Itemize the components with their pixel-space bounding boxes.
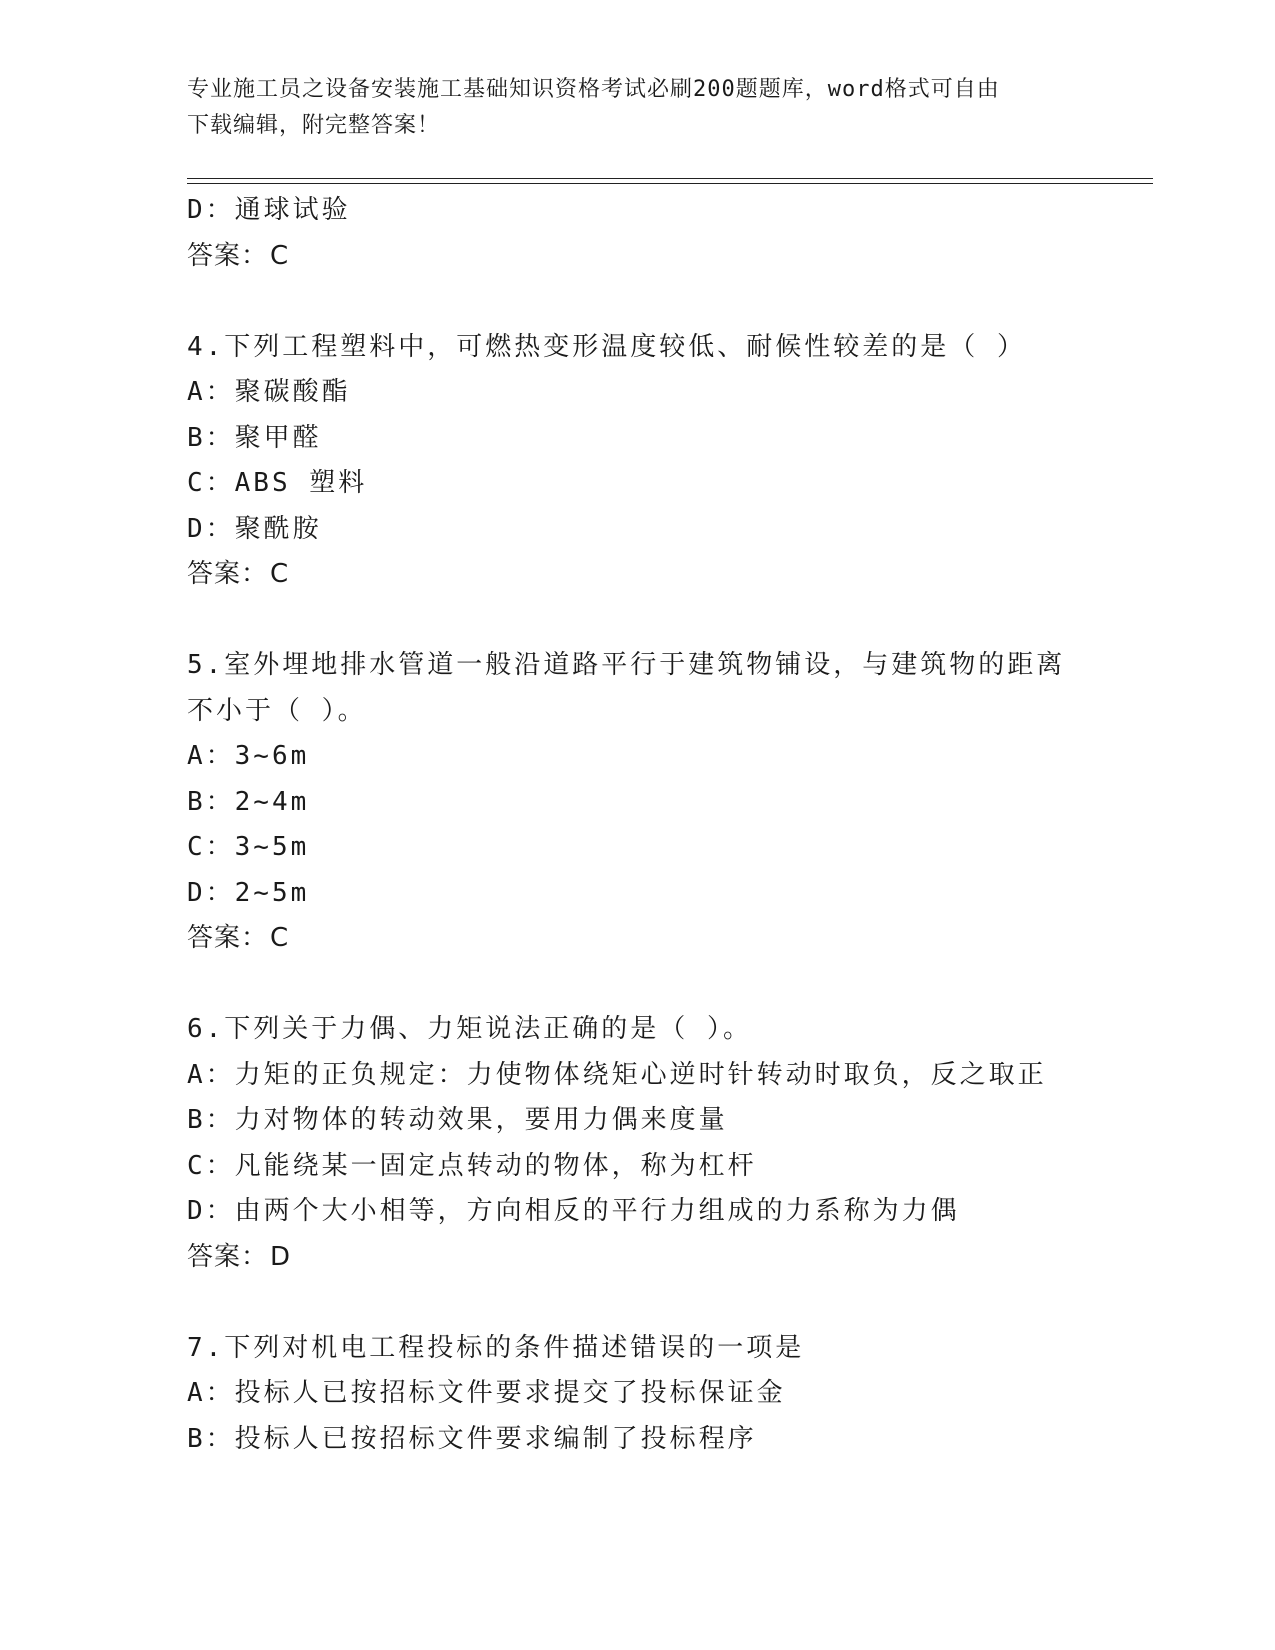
q4-option-b: B：聚甲醛 — [187, 422, 322, 453]
question-list — [187, 188, 1147, 1462]
q6-option-d: D：由两个大小相等，方向相反的平行力组成的力系称为力偶 — [187, 1196, 960, 1226]
q3-answer-value: C — [270, 240, 290, 271]
q4-answer — [187, 552, 1147, 598]
q6-answer — [187, 1235, 1147, 1281]
q6-question: 6.下列关于力偶、力矩说法正确的是（ ）。 — [187, 1014, 752, 1044]
q5-answer — [187, 916, 1147, 962]
header-divider-bottom — [187, 183, 1153, 184]
q3-answer-label: 答案： — [187, 240, 269, 271]
q6-answer-value: D — [270, 1241, 292, 1272]
q5-answer-label: 答案： — [187, 923, 269, 953]
header-line-2: 下载编辑，附完整答案！ — [187, 113, 441, 138]
spacer — [187, 279, 1147, 325]
header-line-1: 专业施工员之设备安装施工基础知识资格考试必刷200题题库，word格式可自由 — [187, 77, 1000, 102]
spacer — [187, 1280, 1147, 1326]
q6-option-b: B：力对物体的转动效果，要用力偶来度量 — [187, 1105, 728, 1135]
q7-option-a: A：投标人已按招标文件要求提交了投标保证金 — [187, 1378, 786, 1408]
q6-option-c: C：凡能绕某一固定点转动的物体，称为杠杆 — [187, 1150, 757, 1181]
q5-option-d: D：2~5m — [187, 877, 310, 908]
q6-answer-label: 答案： — [187, 1241, 269, 1272]
spacer — [187, 962, 1147, 1008]
header-divider-top — [187, 178, 1153, 179]
q5-question-line-1: 5.室外埋地排水管道一般沿道路平行于建筑物铺设，与建筑物的距离 — [187, 650, 1066, 680]
q4-option-d: D：聚酰胺 — [187, 513, 322, 544]
q5-answer-value: C — [270, 923, 290, 953]
spacer — [187, 598, 1147, 644]
q5-option-b: B：2~4m — [187, 786, 310, 817]
q4-answer-value: C — [270, 559, 290, 589]
q7-option-b: B：投标人已按招标文件要求编制了投标程序 — [187, 1423, 757, 1454]
q4-question: 4.下列工程塑料中，可燃热变形温度较低、耐候性较差的是（ ） — [187, 331, 1026, 362]
q6-option-a: A：力矩的正负规定：力使物体绕矩心逆时针转动时取负，反之取正 — [187, 1059, 1047, 1090]
q5-option-a: A：3~6m — [187, 741, 310, 771]
q7-question: 7.下列对机电工程投标的条件描述错误的一项是 — [187, 1332, 805, 1363]
q3-option-d: D：通球试验 — [187, 195, 351, 225]
q4-answer-label: 答案： — [187, 559, 269, 589]
q5-question-line-2: 不小于（ ）。 — [187, 695, 367, 726]
q4-option-c: C：ABS 塑料 — [187, 468, 368, 498]
q5-option-c: C：3~5m — [187, 832, 310, 862]
q4-option-a: A：聚碳酸酯 — [187, 377, 351, 407]
document-header — [187, 72, 1067, 144]
q3-answer — [187, 234, 1147, 280]
